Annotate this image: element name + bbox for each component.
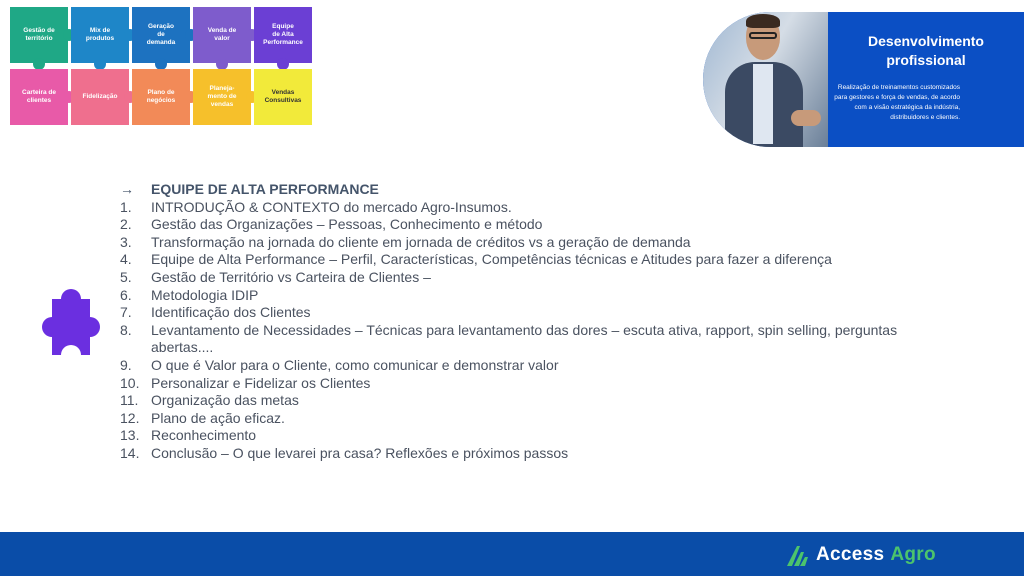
puzzle-piece-label: Venda de valor xyxy=(207,27,237,42)
professional-development-banner xyxy=(703,12,1024,147)
brand-logo xyxy=(784,541,936,569)
puzzle-piece-10 xyxy=(254,69,312,125)
agenda-item-text: Identificação dos Clientes xyxy=(151,304,311,321)
puzzle-piece-2 xyxy=(71,7,129,63)
agenda-item-text: Levantamento de Necessidades – Técnicas para levantamento das dores – escuta ativa, rapport, spin selling, perguntas abertas.... xyxy=(151,321,898,356)
agenda-item-number: 13. xyxy=(120,427,140,444)
puzzle-piece-label: Mix de produtos xyxy=(85,27,115,42)
agenda-item-text: Gestão das Organizações – Pessoas, Conhecimento e método xyxy=(151,216,543,233)
puzzle-piece-label: Plano de negócios xyxy=(146,89,176,104)
footer-bar xyxy=(0,532,1024,576)
agenda-item xyxy=(120,216,910,234)
agenda-item xyxy=(120,269,910,287)
businessman-photo xyxy=(703,12,828,147)
agenda-item-text: O que é Valor para o Cliente, como comunicar e demonstrar valor xyxy=(151,356,559,373)
agenda-item-text: Equipe de Alta Performance – Perfil, Características, Competências técnicas e Atitudes para fazer a diferença xyxy=(151,251,832,268)
puzzle-piece-label: Gestão de território xyxy=(23,27,55,42)
agenda-item-text: Gestão de Território vs Carteira de Clientes – xyxy=(151,268,431,285)
agenda-item-number: 3. xyxy=(120,233,132,250)
agenda-item-text: Reconhecimento xyxy=(151,427,257,444)
puzzle-piece-7 xyxy=(71,69,129,125)
puzzle-piece-label: Geração de demanda xyxy=(146,23,176,46)
puzzle-piece-9 xyxy=(193,69,251,125)
puzzle-piece-3 xyxy=(132,7,190,63)
banner-description: Realização de treinamentos customizados para gestores e força de vendas, de acordo com a visão estratégica da indústria, distribuidores e clientes. xyxy=(834,84,960,121)
puzzle-piece-label: Equipe de Alta Performance xyxy=(263,23,303,46)
brand-name-agro: Agro xyxy=(890,544,936,565)
puzzle-piece-5 xyxy=(254,7,312,63)
puzzle-piece-label: Vendas Consultivas xyxy=(264,89,302,104)
agenda-item xyxy=(120,287,910,305)
agenda-item-text: Organização das metas xyxy=(151,392,299,409)
banner-title: Desenvolvimento profissional xyxy=(868,33,984,68)
agenda-item-number: 14. xyxy=(120,444,140,461)
agenda-item-number: 11. xyxy=(120,392,139,409)
puzzle-piece-icon xyxy=(38,285,104,369)
puzzle-piece-label: Carteira de clientes xyxy=(22,89,56,104)
agenda-item-text: INTRODUÇÃO & CONTEXTO do mercado Agro-Insumos. xyxy=(151,198,512,215)
brand-name-access: Access xyxy=(816,544,885,565)
agenda-item xyxy=(120,234,910,252)
agenda-item xyxy=(120,410,910,428)
agenda-item-number: 6. xyxy=(120,286,132,303)
agenda-content xyxy=(120,181,910,463)
agenda-item-number: 2. xyxy=(120,216,132,233)
puzzle-piece-8 xyxy=(132,69,190,125)
agenda-item xyxy=(120,251,910,269)
agenda-item-number: 1. xyxy=(120,198,132,215)
agenda-item-text: Metodologia IDIP xyxy=(151,286,259,303)
puzzle-graphic xyxy=(10,7,312,131)
puzzle-piece-6 xyxy=(10,69,68,125)
agenda-item xyxy=(120,445,910,463)
agenda-list xyxy=(120,199,910,463)
agenda-item-text: Personalizar e Fidelizar os Clientes xyxy=(151,374,371,391)
agenda-item xyxy=(120,392,910,410)
agenda-heading xyxy=(120,181,910,199)
agenda-item-number: 8. xyxy=(120,321,132,338)
agenda-item-number: 7. xyxy=(120,304,132,321)
agenda-item xyxy=(120,427,910,445)
agenda-item xyxy=(120,357,910,375)
agenda-item-number: 4. xyxy=(120,251,132,268)
arrow-right-icon: → xyxy=(120,181,134,197)
puzzle-piece-4 xyxy=(193,7,251,63)
puzzle-piece-label: Fidelização xyxy=(82,93,118,100)
agenda-item xyxy=(120,322,910,357)
agenda-heading-text: EQUIPE DE ALTA PERFORMANCE xyxy=(151,181,379,197)
agenda-item-text: Transformação na jornada do cliente em jornada de créditos vs a geração de demanda xyxy=(151,233,691,250)
agenda-item xyxy=(120,199,910,217)
agenda-item-text: Plano de ação eficaz. xyxy=(151,409,285,426)
agenda-item-text: Conclusão – O que levarei pra casa? Reflexões e próximos passos xyxy=(151,444,569,461)
agenda-item xyxy=(120,304,910,322)
agenda-item-number: 5. xyxy=(120,268,132,285)
agenda-item xyxy=(120,375,910,393)
access-agro-logo-icon xyxy=(784,542,810,568)
agenda-item-number: 10. xyxy=(120,374,140,391)
puzzle-piece-label: Planeja- mento de vendas xyxy=(207,85,237,108)
agenda-item-number: 12. xyxy=(120,409,140,426)
puzzle-piece-1 xyxy=(10,7,68,63)
agenda-item-number: 9. xyxy=(120,356,132,373)
